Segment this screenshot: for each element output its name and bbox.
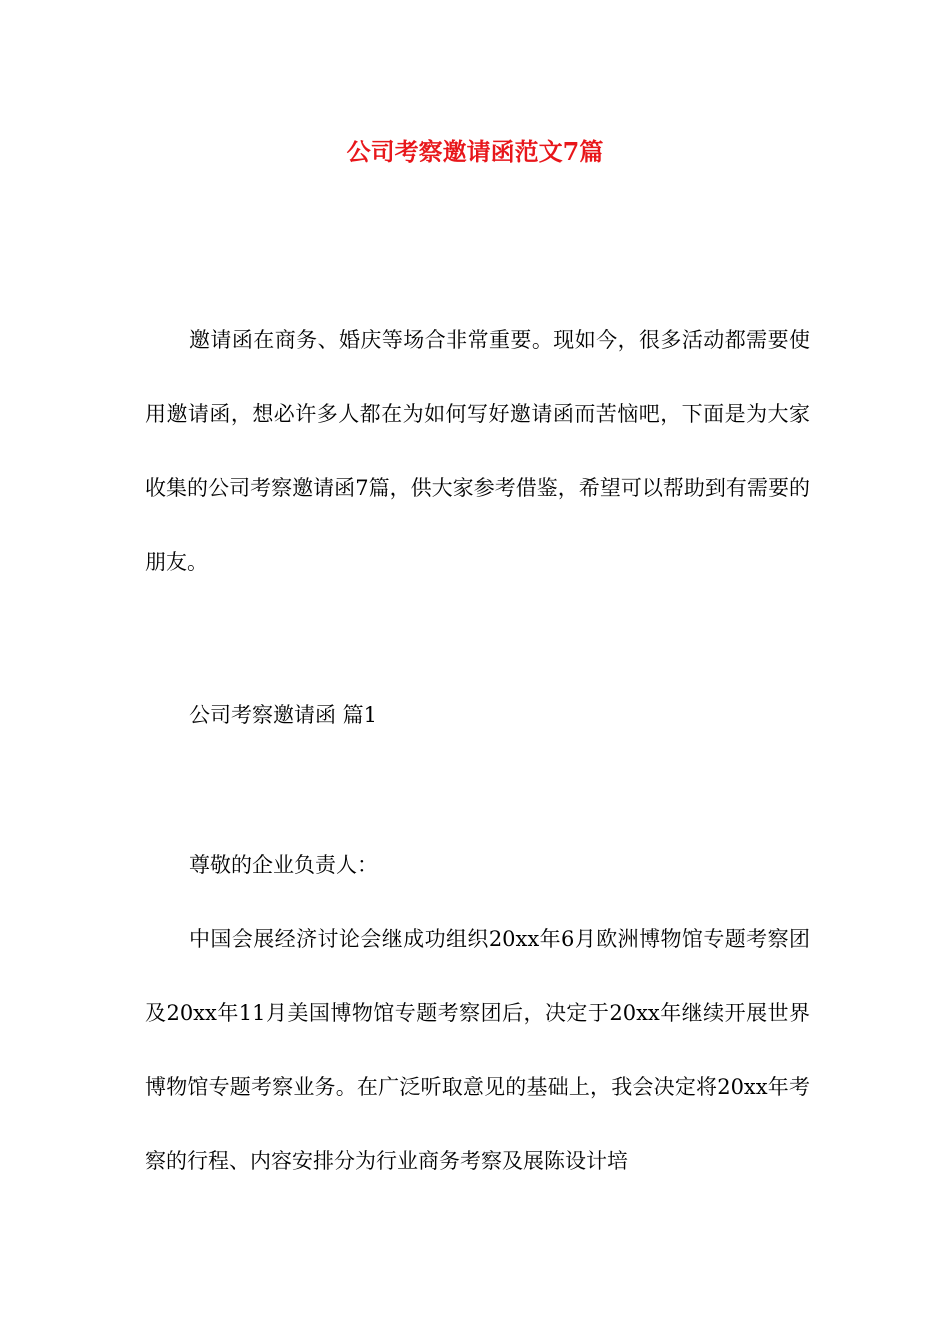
intro-paragraph: 邀请函在商务、婚庆等场合非常重要。现如今，很多活动都需要使用邀请函，想必许多人都在为如何写好邀请函而苦恼吧，下面是为大家收集的公司考察邀请函7篇，供大家参考借鉴，希望可以帮助到有需要的朋友。 xyxy=(145,328,810,574)
document-title: 公司考察邀请函范文7篇 xyxy=(346,137,604,166)
salutation: 尊敬的企业负责人： xyxy=(189,853,378,877)
section-heading: 公司考察邀请函 篇1 xyxy=(189,703,378,727)
body-paragraph: 中国会展经济讨论会继成功组织20xx年6月欧洲博物馆专题考察团及20xx年11月美国博物馆专题考察团后，决定于20xx年继续开展世界博物馆专题考察业务。在广泛听取意见的基础上，我会决定将20xx年考察的行程、内容安排分为行业商务考察及展陈设计培 xyxy=(145,927,810,1173)
